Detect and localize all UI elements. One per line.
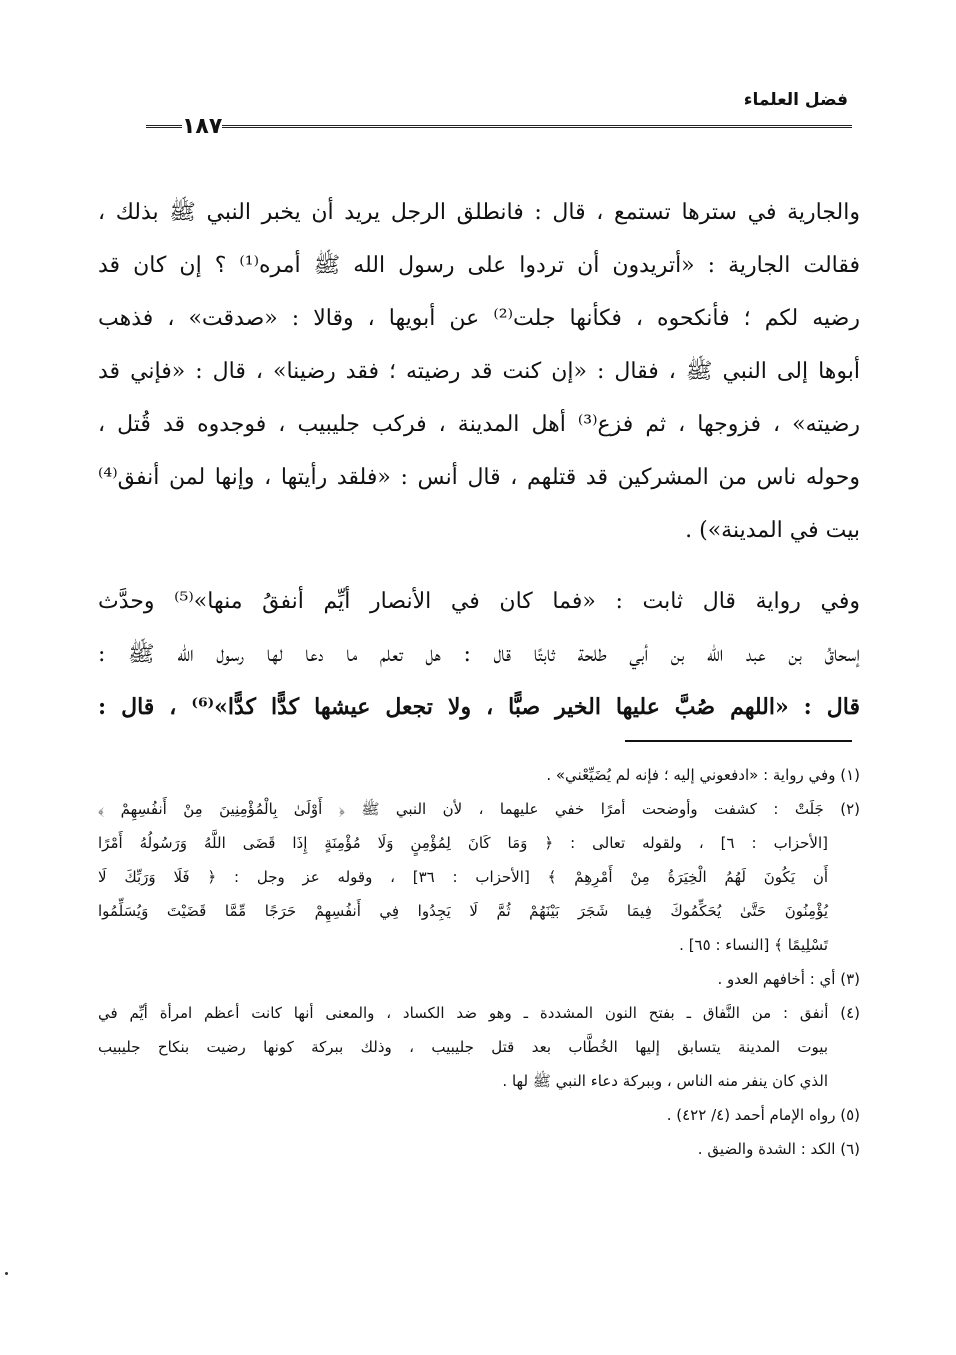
footnote-2-cont: يُؤْمِنُونَ حَتَّىٰ يُحَكِّمُوكَ فِيمَا شَجَرَ بَيْنَهُمْ ثُمَّ لَا يَجِدُوا فِي أَنفُسِهِمْ حَرَجًا مِّمَّا قَضَيْتَ وَيُسَلِّمُوا [98,902,828,920]
text-line: بيت في المدينة») . [685,518,860,543]
footnote-2-cont: تَسْلِيمًا ﴾ [النساء : ٦٥] . [679,936,828,954]
footnote-4-cont: بيوت المدينة يتسابق إليها الخُطَّاب بعد قتل جليبيب ، وذلك ببركة كونها رضيت بنكاح جليبيب [98,1038,828,1056]
text-line: رضيه لكم ؛ فأنكحوه ، فكأنها جلت⁽²⁾ عن أبويها ، وقالا : «صدقت» ، فذهب [98,306,860,331]
text-line: وفي رواية قال ثابت : «فما كان في الأنصار أيِّم أنفقُ منها»⁽⁵⁾ وحدَّث [98,589,860,614]
footnote-5: (٥) رواه الإمام أحمد (٤/ ٤٢٢) . [666,1106,860,1124]
running-header-title: فضل العلماء [743,90,848,110]
paragraph-gap [98,557,860,575]
text-line: وحوله ناس من المشركين قد قتلهم ، قال أنس : «فلقد رأيتها ، وإنها لمن أنفق⁽⁴⁾ [98,465,860,490]
page-number: ١٨٧ [182,114,223,139]
header-rule-right [222,125,852,129]
header-rule [146,121,852,133]
text-line: أبوها إلى النبي ﷺ ، فقال : «إن كنت قد رضيته ؛ فقد رضينا» ، قال : «فإني قد [98,359,860,384]
main-text [98,186,860,734]
footnote-6: (٦) الكد : الشدة والضيق . [697,1140,860,1158]
footnotes [98,758,860,1166]
footnote-4-cont: الذي كان ينفر منه الناس ، وببركة دعاء النبي ﷺ لها . [502,1072,828,1090]
text-line: قال : «اللهم صُبَّ عليها الخير صبًّا ، ولا تجعل عيشها كدًّا كدًّا»⁽⁶⁾ ، قال : [98,694,860,720]
text-line: والجارية في سترها تستمع ، قال : فانطلق الرجل يريد أن يخبر النبي ﷺ بذلك ، [98,200,860,225]
footnote-1: (١) وفي رواية : «ادفعوني إليه ؛ فإنه لم يُضَيِّعْني» . [546,766,860,784]
footnote-2-cont: [الأحزاب : ٦] ، ولقوله تعالى : ﴿ وَمَا كَانَ لِمُؤْمِنٍ وَلَا مُؤْمِنَةٍ إِذَا قَضَى اللَّهُ وَرَسُولُهُ أَمْرًا [98,834,828,852]
text-line: إسحاقُ بن عبد الله بن أبي طلحة ثابتًا قال : هل تعلم ما دعا لها رسول الله ﷺ : [98,642,860,667]
footnote-2: (٢) جَلَتْ : كشفت وأوضحت أمرًا خفي عليهما ، لأن النبي ﷺ ﴿ أَوْلَىٰ بِالْمُؤْمِنِينَ مِنْ أَنفُسِهِمْ ﴾ [98,800,860,818]
footnote-3: (٣) أي : أخافهم العدو . [717,970,860,988]
scan-speck [5,1272,8,1275]
footnote-2-cont: أَن يَكُونَ لَهُمُ الْخِيَرَةُ مِنْ أَمْرِهِمْ ﴾ [الأحزاب : ٣٦] ، وقوله عز وجل : ﴿ فَلَا وَرَبِّكَ لَا [98,868,829,886]
header-rule-left [146,125,182,129]
footnote-4: (٤) أنفق : من النَّفاق ـ بفتح النون المشددة ـ وهو ضد الكساد ، والمعنى أنها كانت أعظم امرأة أيِّم في [98,1004,860,1022]
text-line: رضيته» ، فزوجها ، ثم فزع⁽³⁾ أهل المدينة ، فركب جليبيب ، فوجدوه قد قُتل ، [98,412,860,437]
footnote-separator [625,740,852,742]
text-line: فقالت الجارية : «أتريدون أن تردوا على رسول الله ﷺ أمره⁽¹⁾ ؟ إن كان قد [98,253,861,278]
